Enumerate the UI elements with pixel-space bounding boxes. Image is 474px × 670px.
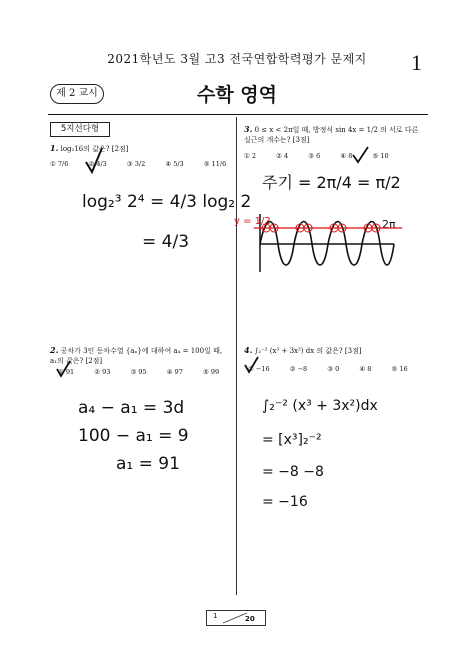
handwriting-line: = −8 −8: [262, 464, 324, 480]
answer-check-mark: [244, 356, 260, 374]
question-2: [50, 345, 230, 366]
choice[interactable]: ⑤ 11/6: [203, 160, 227, 168]
choice[interactable]: ③ 95: [130, 368, 147, 376]
sine-sketch: [244, 210, 424, 290]
page-counter: [206, 610, 266, 626]
handwriting-line: log₂³ 2⁴ = 4/3 log₂ 2: [82, 192, 252, 212]
choice[interactable]: ④ 8: [340, 152, 353, 160]
question-text: ∫₂⁻² (x³ + 3x²) dx 의 값은? [3점]: [254, 347, 362, 355]
page-number: 1: [411, 50, 422, 75]
choice[interactable]: ④ 5/3: [165, 160, 184, 168]
handwriting-line: ∫₂⁻² (x³ + 3x²)dx: [262, 398, 378, 414]
question-text: 공차가 3인 등차수열 {aₙ}에 대하여 a₄ = 100일 때, a₁의 값은? [2점]: [50, 347, 223, 365]
page-current: 1: [213, 612, 218, 620]
choice[interactable]: ① 7/6: [50, 160, 69, 168]
question-4: [244, 345, 424, 356]
choice[interactable]: ② 4: [276, 152, 289, 160]
choice[interactable]: ① −16: [248, 365, 270, 373]
exam-title: 2021학년도 3월 고3 전국연합학력평가 문제지: [107, 52, 367, 66]
question-number: 3.: [244, 124, 253, 134]
choice[interactable]: ⑤ 16: [391, 365, 408, 373]
handwriting-line: = 4/3: [142, 232, 190, 252]
section-label: 5지선다형: [50, 122, 110, 137]
choice[interactable]: ④ 8: [359, 365, 372, 373]
choice[interactable]: ① 2: [244, 152, 257, 160]
choice[interactable]: ⑤ 10: [372, 152, 389, 160]
subject-title: 수학 영역: [196, 84, 278, 106]
answer-check-mark: [352, 146, 370, 164]
choice[interactable]: ① 91: [58, 368, 75, 376]
handwriting-line: a₄ − a₁ = 3d: [78, 398, 185, 418]
choice[interactable]: ④ 97: [166, 368, 183, 376]
handwriting-line: 주기 = 2π/4 = π/2: [262, 173, 401, 192]
handwriting-line: 100 − a₁ = 9: [78, 426, 189, 446]
choice[interactable]: ③ 0: [327, 365, 340, 373]
choice[interactable]: ② 93: [94, 368, 111, 376]
page-total: 20: [245, 615, 255, 623]
handwriting-label-red: y = 1/2: [234, 216, 271, 227]
choice[interactable]: ② 4/3: [88, 160, 107, 168]
choice[interactable]: ③ 3/2: [126, 160, 146, 168]
question-1: [50, 143, 230, 154]
handwriting-line: a₁ = 91: [116, 454, 180, 474]
choices-2: [58, 368, 237, 376]
question-text: 0 ≤ x < 2π일 때, 방정식 sin 4x = 1/2 의 서로 다른 실근의 개수는? [3점]: [244, 126, 419, 144]
choices-3: [244, 152, 407, 160]
handwriting-label: 2π: [382, 218, 396, 231]
question-3: [244, 124, 424, 145]
question-number: 2.: [50, 345, 59, 355]
answer-check-mark: [56, 360, 75, 378]
question-number: 1.: [50, 143, 59, 153]
choice[interactable]: ② −8: [289, 365, 308, 373]
header-rule: [48, 114, 428, 115]
question-number: 4.: [244, 345, 253, 355]
choices-1: [50, 160, 244, 168]
column-divider: [236, 117, 237, 595]
session-badge: 제 2 교시: [50, 84, 104, 104]
question-text: log₂16의 값은? [2점]: [60, 145, 129, 153]
choice[interactable]: ③ 6: [308, 152, 321, 160]
handwriting-line: = [x³]₂⁻²: [262, 432, 322, 448]
choices-4: [248, 365, 426, 373]
answer-check-mark: [84, 146, 107, 176]
handwriting-line: = −16: [262, 494, 308, 510]
choice[interactable]: ⑤ 99: [203, 368, 220, 376]
